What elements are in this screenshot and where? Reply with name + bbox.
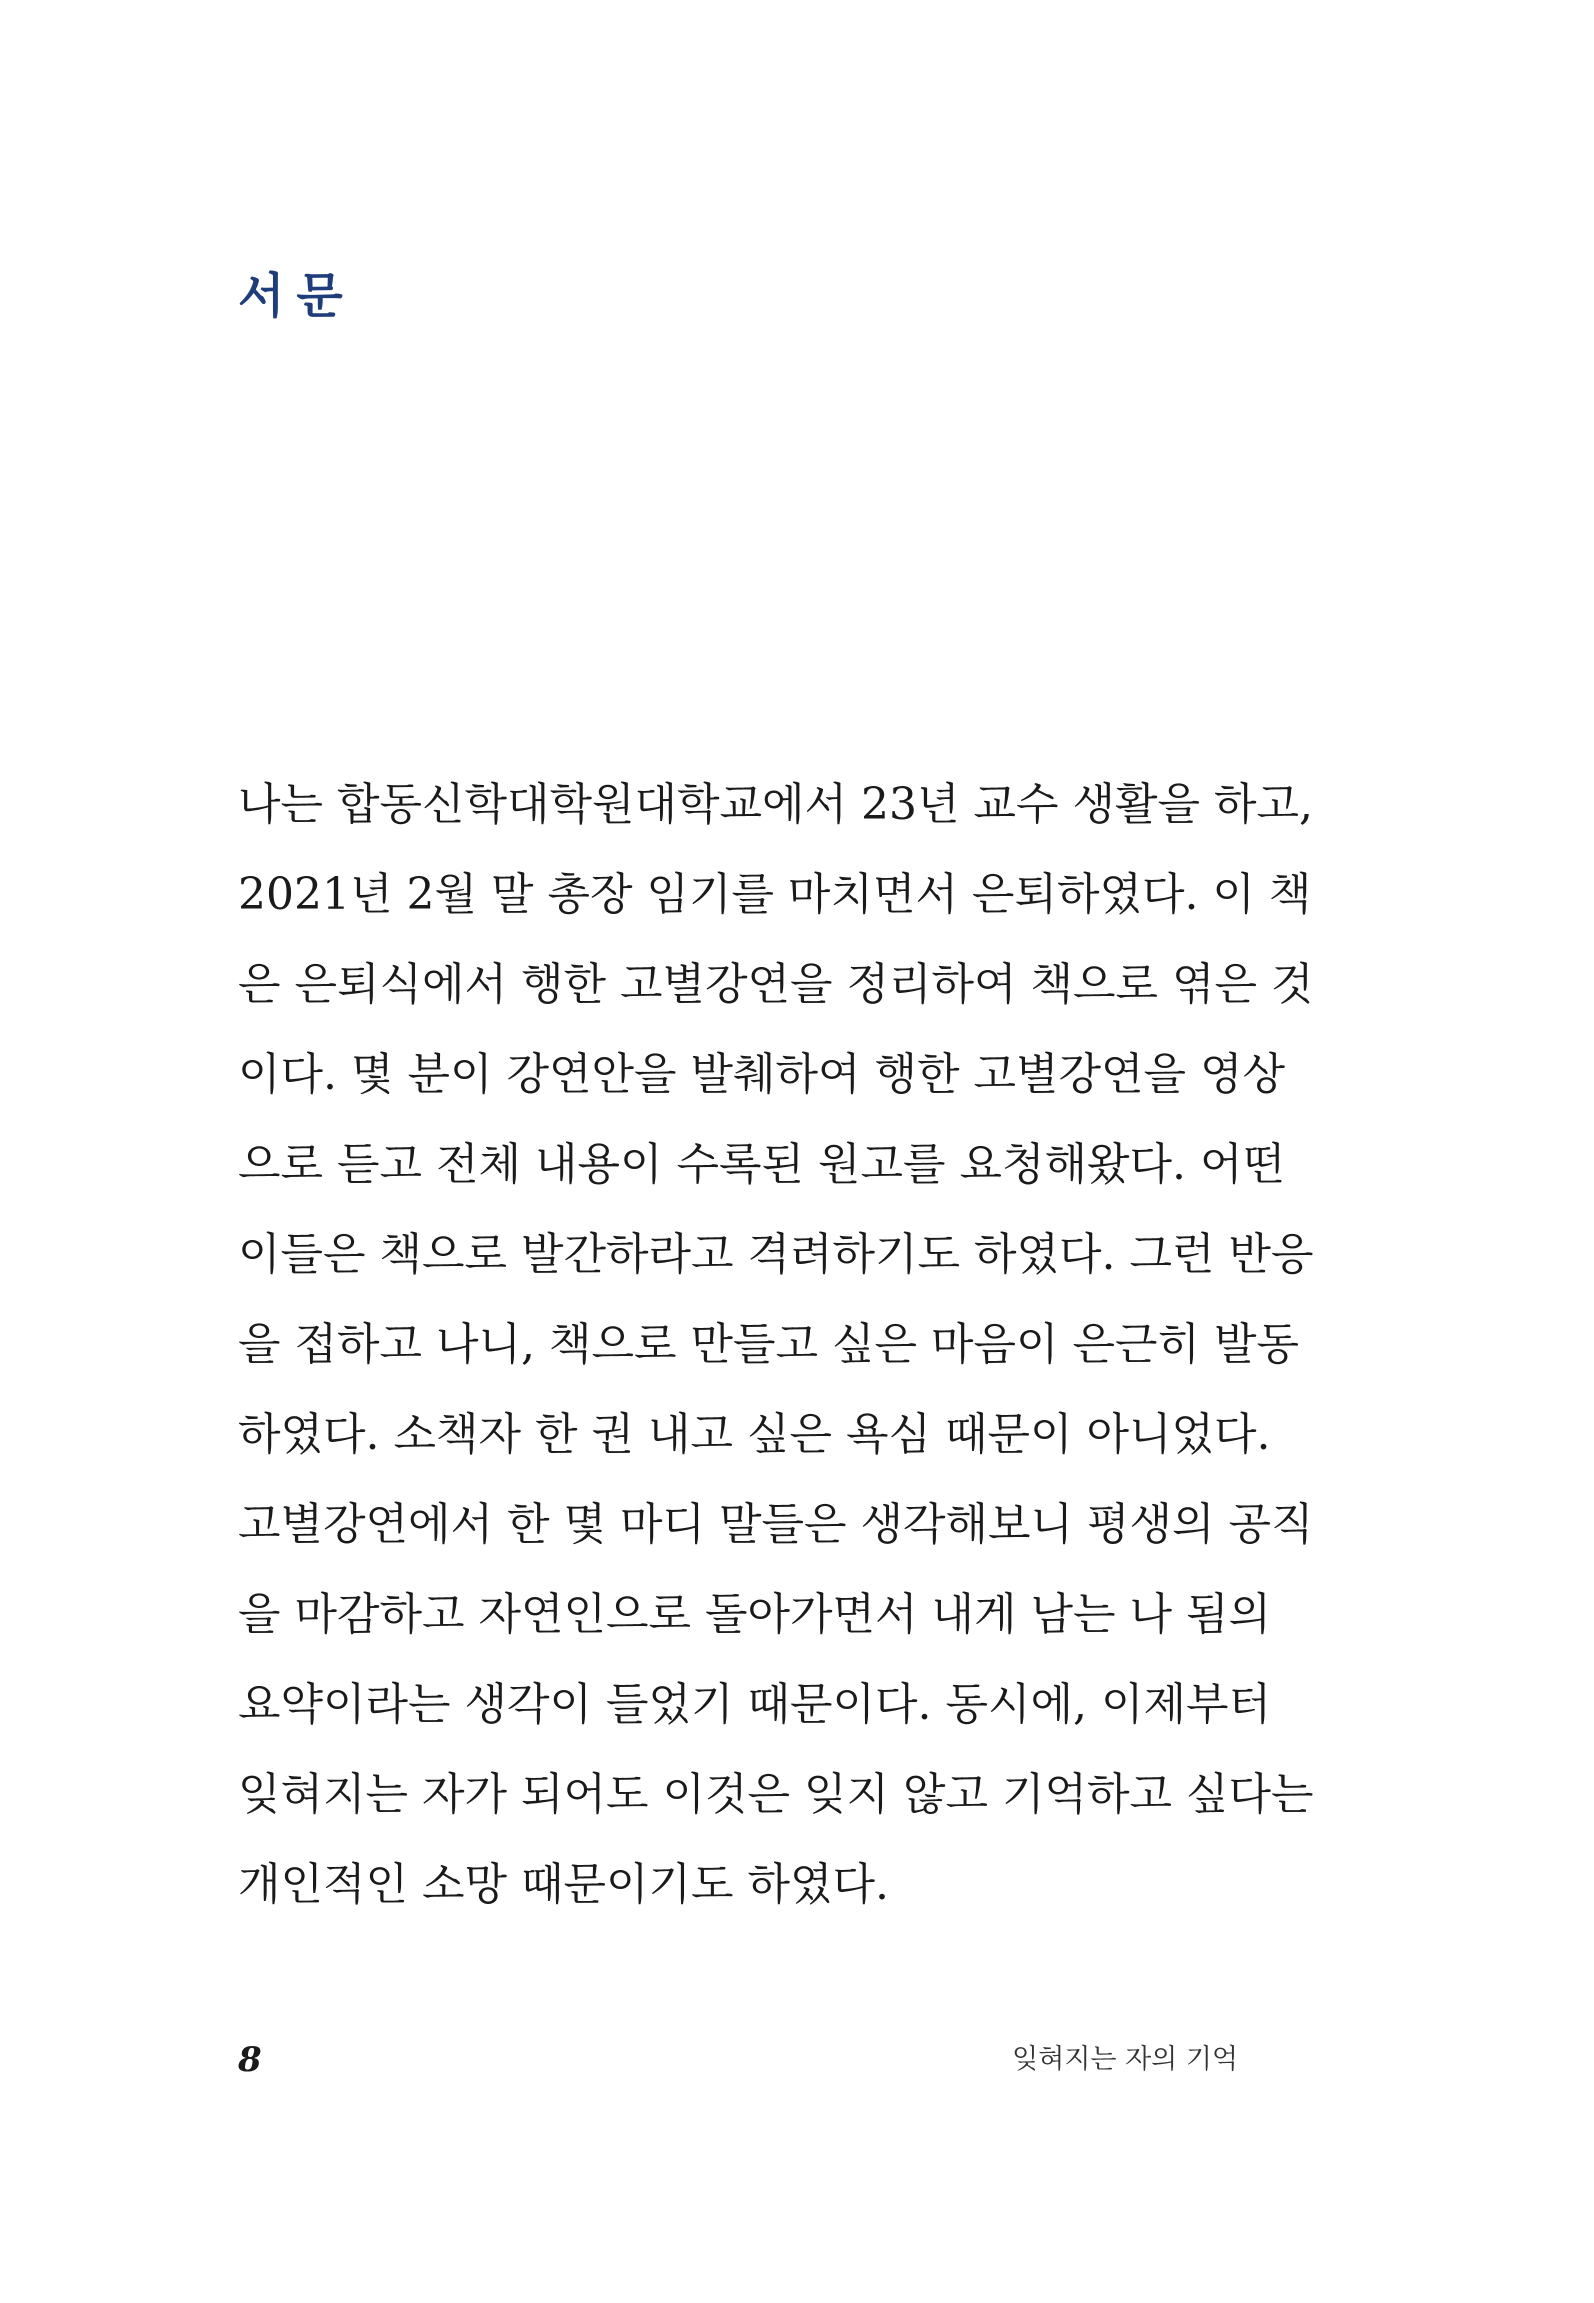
body-line-last: 개인적인 소망 때문이기도 하였다. <box>238 1859 889 1910</box>
body-line: 으로 듣고 전체 내용이 수록된 원고를 요청해왔다. 어떤 <box>238 1139 1285 1190</box>
body-line: 은 은퇴식에서 행한 고별강연을 정리하여 책으로 엮은 것 <box>238 959 1314 1010</box>
body-line: 2021년 2월 말 총장 임기를 마치면서 은퇴하였다. 이 책 <box>238 869 1312 920</box>
body-line: 잊혀지는 자가 되어도 이것은 잊지 않고 기억하고 싶다는 <box>238 1769 1314 1820</box>
page-footer <box>238 2040 1238 2080</box>
body-line: 을 접하고 나니, 책으로 만들고 싶은 마음이 은근히 발동 <box>238 1319 1299 1370</box>
section-title: 서문 <box>238 268 355 324</box>
body-line: 나는 합동신학대학원대학교에서 23년 교수 생활을 하고, <box>238 779 1313 830</box>
page-number: 8 <box>238 2040 262 2080</box>
body-line: 요약이라는 생각이 들었기 때문이다. 동시에, 이제부터 <box>238 1679 1271 1730</box>
body-line: 을 마감하고 자연인으로 돌아가면서 내게 남는 나 됨의 <box>238 1589 1271 1640</box>
body-line: 고별강연에서 한 몇 마디 말들은 생각해보니 평생의 공직 <box>238 1499 1314 1550</box>
body-text <box>238 760 1314 1930</box>
running-title: 잊혀지는 자의 기억 <box>1012 2044 1238 2075</box>
body-line: 이들은 책으로 발간하라고 격려하기도 하였다. 그런 반응 <box>238 1229 1314 1280</box>
body-line: 이다. 몇 분이 강연안을 발췌하여 행한 고별강연을 영상 <box>238 1049 1285 1100</box>
body-line: 하였다. 소책자 한 권 내고 싶은 욕심 때문이 아니었다. <box>238 1409 1271 1460</box>
